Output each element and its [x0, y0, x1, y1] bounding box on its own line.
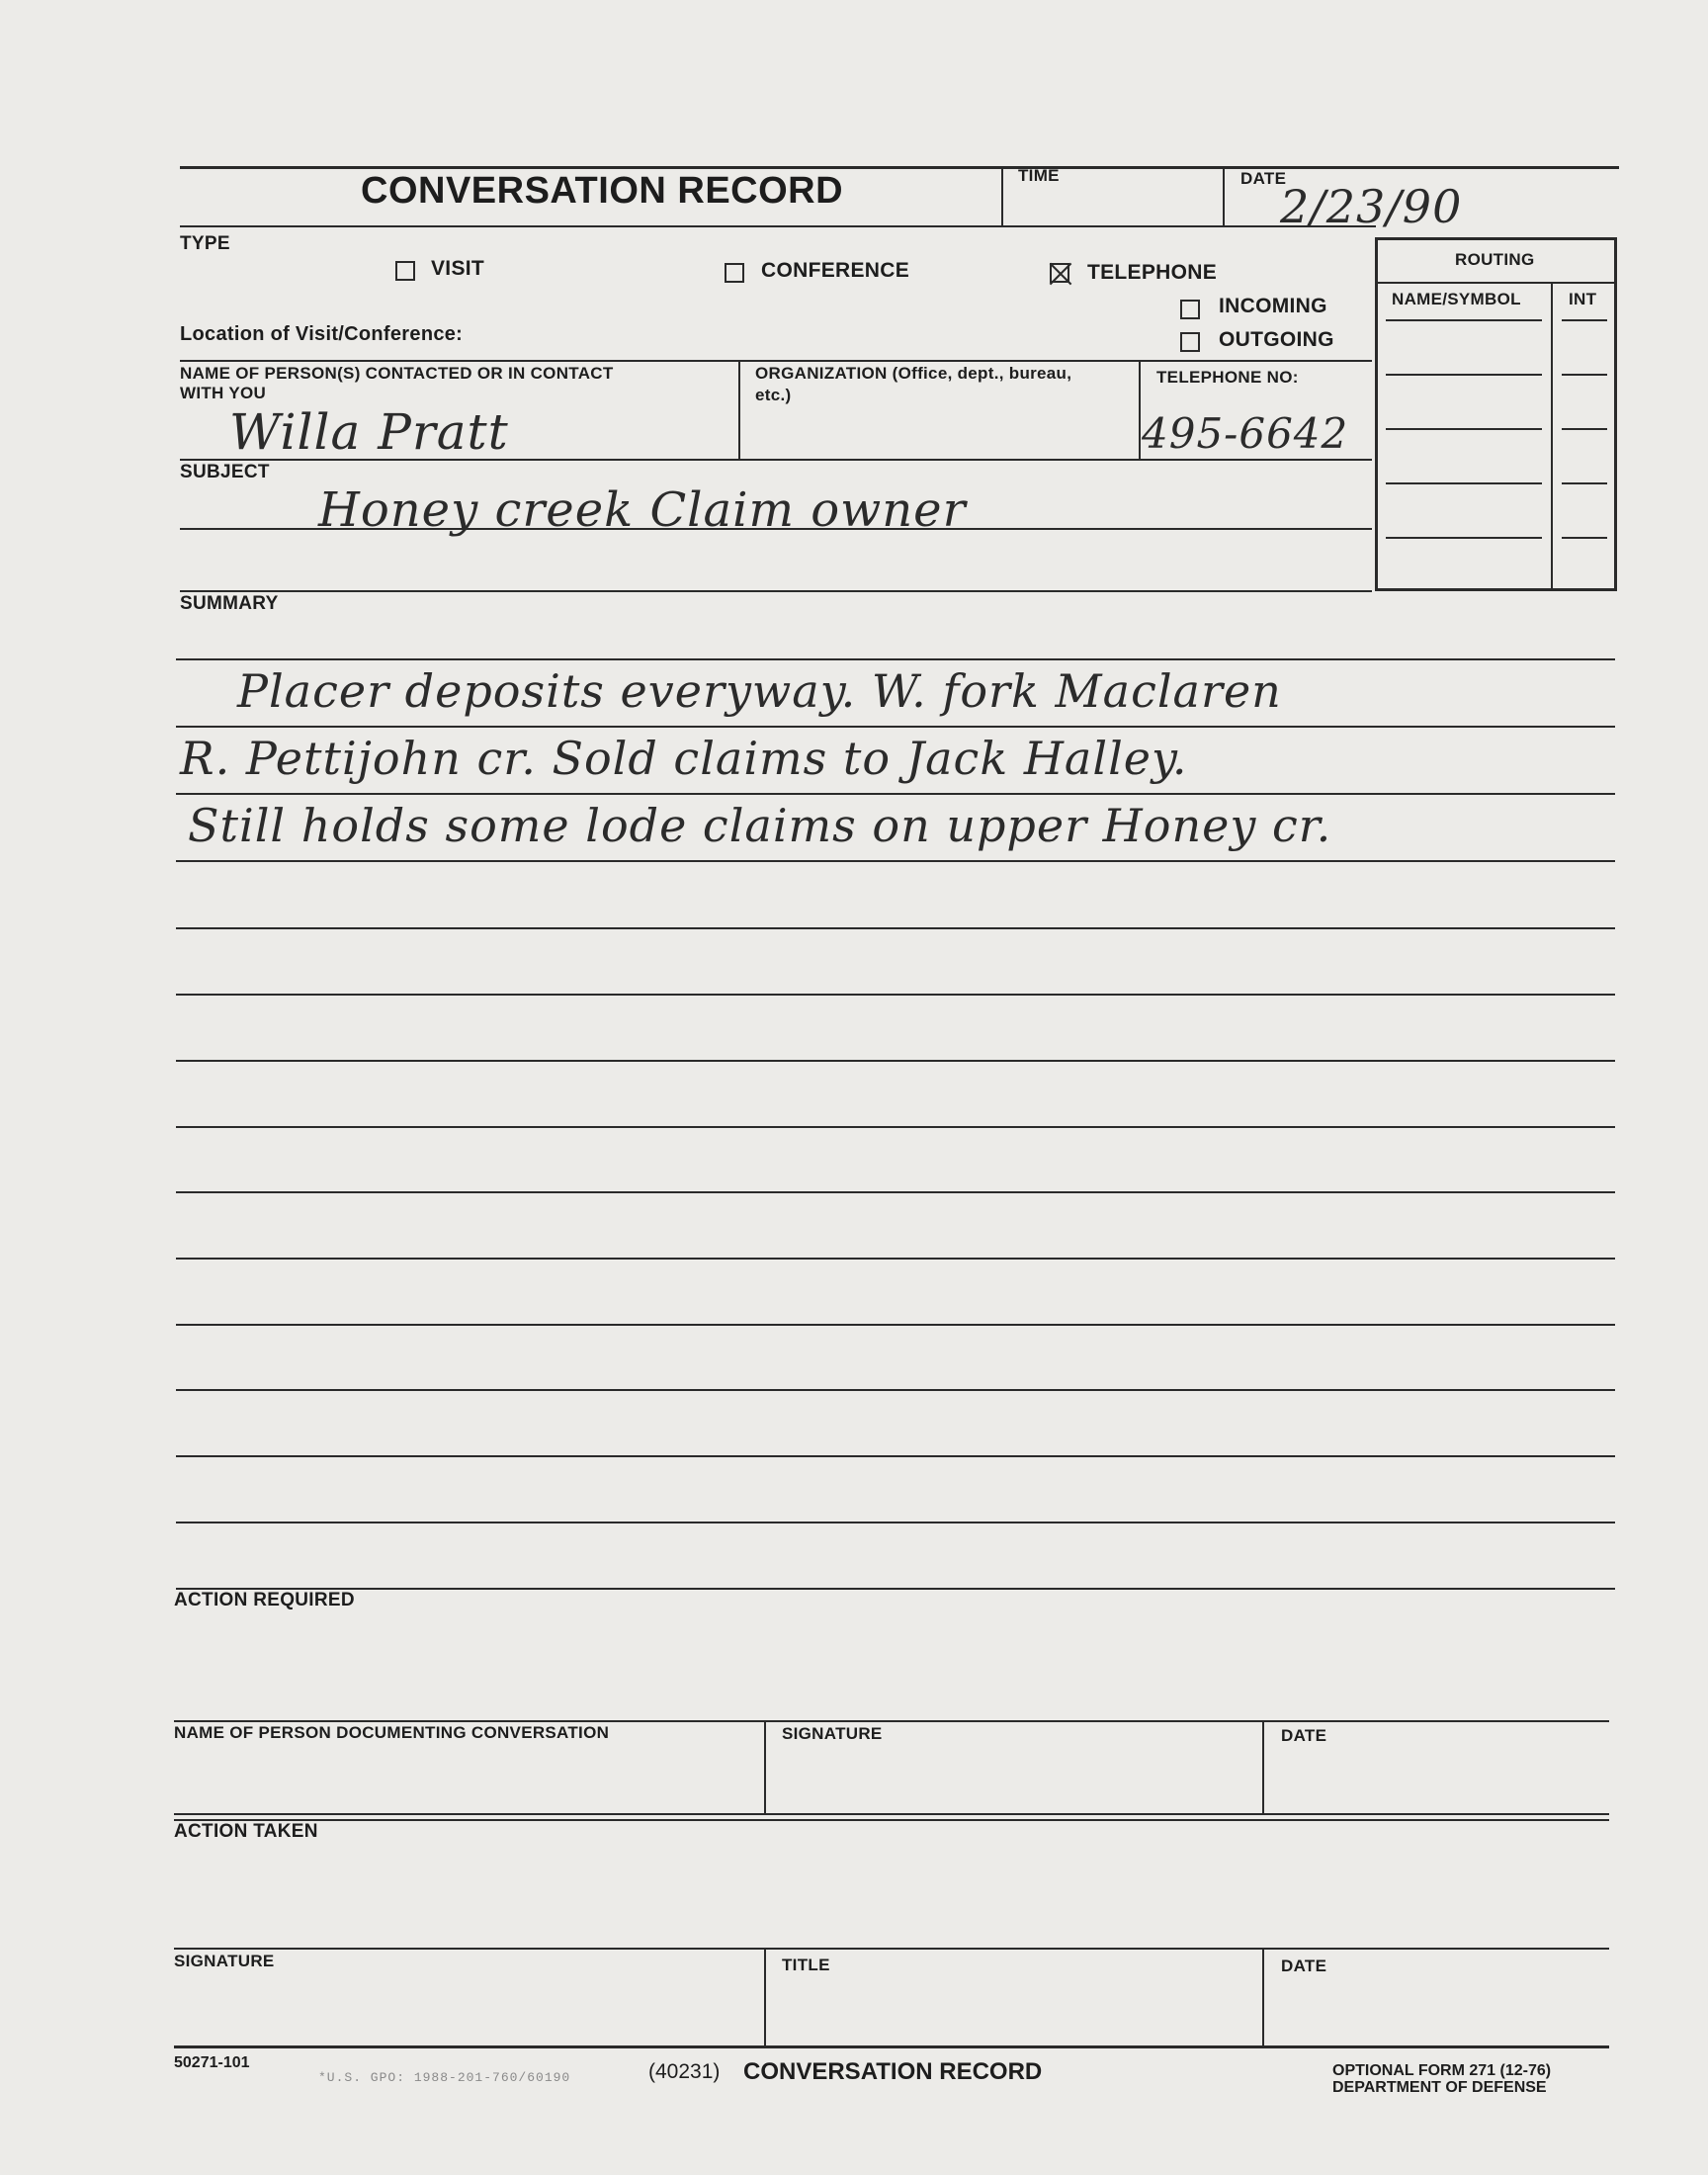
time-label: TIME	[1018, 166, 1060, 185]
summary-rule	[176, 1389, 1615, 1391]
action-required-rule	[174, 1720, 1609, 1722]
doc-date-label: DATE	[1281, 1726, 1327, 1745]
summary-rule	[176, 658, 1615, 660]
form-code: (40231)	[648, 2060, 721, 2083]
subject-rule-2	[180, 590, 1372, 592]
contact-rule	[180, 459, 1372, 461]
routing-col-divider	[1551, 282, 1553, 588]
routing-row-rule	[1386, 374, 1542, 376]
summary-line-3: Still holds some lode claims on upper Honey cr.	[188, 799, 1332, 852]
incoming-label: INCOMING	[1219, 295, 1327, 317]
doc-date-divider	[1262, 1720, 1264, 1815]
summary-rule	[176, 1588, 1615, 1590]
summary-rule	[176, 927, 1615, 929]
action-taken-label: ACTION TAKEN	[174, 1821, 318, 1842]
summary-line-1: Placer deposits everyway. W. fork Maclaren	[237, 664, 1282, 718]
routing-row-rule	[1386, 482, 1542, 484]
signature-label: SIGNATURE	[782, 1724, 883, 1743]
date-label: DATE	[1240, 169, 1287, 188]
organization-label: ORGANIZATION (Office, dept., bureau,	[755, 364, 1072, 383]
date-divider	[1223, 166, 1225, 225]
summary-line-2: R. Pettijohn cr. Sold claims to Jack Halley.	[180, 732, 1188, 785]
summary-label: SUMMARY	[180, 593, 279, 614]
routing-row-rule	[1562, 374, 1607, 376]
signature2-label: SIGNATURE	[174, 1952, 275, 1970]
type-label: TYPE	[180, 233, 230, 254]
summary-rule	[176, 1258, 1615, 1260]
organization-label-2: etc.)	[755, 386, 792, 404]
title-date-divider	[1262, 1948, 1264, 2046]
telephone-value: 495-6642	[1142, 409, 1349, 458]
stock-number: 50271-101	[174, 2054, 250, 2071]
telephone-type-label: TELEPHONE	[1087, 261, 1218, 284]
doc-signature-divider	[764, 1720, 766, 1815]
visit-label: VISIT	[431, 257, 485, 280]
routing-row-rule	[1562, 428, 1607, 430]
gpo-imprint: *U.S. GPO: 1988-201-760/60190	[318, 2070, 571, 2085]
routing-row-rule	[1562, 319, 1607, 321]
top-rule	[180, 166, 1619, 169]
conference-checkbox[interactable]	[725, 263, 744, 283]
incoming-checkbox[interactable]	[1180, 300, 1200, 319]
summary-rule	[176, 793, 1615, 795]
footer-form-name: CONVERSATION RECORD	[743, 2058, 1043, 2085]
summary-rule	[176, 860, 1615, 862]
documenter-label: NAME OF PERSON DOCUMENTING CONVERSATION	[174, 1723, 610, 1742]
outgoing-checkbox[interactable]	[1180, 332, 1200, 352]
subject-value: Honey creek Claim owner	[318, 482, 967, 538]
telephone-checkbox[interactable]	[1050, 263, 1069, 283]
routing-col-name: NAME/SYMBOL	[1392, 290, 1521, 308]
summary-rule	[176, 1324, 1615, 1326]
doc-rule-1	[174, 1813, 1609, 1815]
header-rule	[180, 225, 1376, 227]
action-taken-rule	[174, 1948, 1609, 1950]
summary-rule	[176, 994, 1615, 996]
routing-row-rule	[1562, 537, 1607, 539]
date-value: 2/23/90	[1280, 180, 1463, 233]
routing-row-rule	[1386, 319, 1542, 321]
bottom-rule	[174, 2045, 1609, 2048]
title-label: TITLE	[782, 1956, 830, 1974]
form-title: CONVERSATION RECORD	[361, 170, 844, 212]
org-divider	[738, 360, 740, 459]
date3-label: DATE	[1281, 1957, 1327, 1975]
routing-row-rule	[1386, 428, 1542, 430]
tel-divider	[1139, 360, 1141, 459]
routing-header-rule	[1378, 282, 1614, 284]
type-rule	[180, 360, 1372, 362]
outgoing-label: OUTGOING	[1219, 328, 1334, 351]
subject-rule-1	[180, 528, 1372, 530]
summary-rule	[176, 726, 1615, 728]
routing-header: ROUTING	[1455, 250, 1535, 269]
department: DEPARTMENT OF DEFENSE	[1332, 2079, 1547, 2096]
summary-rule	[176, 1191, 1615, 1193]
optional-form: OPTIONAL FORM 271 (12-76)	[1332, 2062, 1552, 2079]
contact-label-2: WITH YOU	[180, 384, 267, 402]
conference-label: CONFERENCE	[761, 259, 910, 282]
time-divider	[1001, 166, 1003, 225]
routing-row-rule	[1386, 537, 1542, 539]
summary-rule	[176, 1522, 1615, 1523]
location-label: Location of Visit/Conference:	[180, 323, 464, 345]
visit-checkbox[interactable]	[395, 261, 415, 281]
doc-rule-2	[174, 1819, 1609, 1821]
subject-label: SUBJECT	[180, 462, 270, 482]
action-required-label: ACTION REQUIRED	[174, 1590, 355, 1610]
summary-rule	[176, 1060, 1615, 1062]
sig-title-divider	[764, 1948, 766, 2046]
contact-label: NAME OF PERSON(S) CONTACTED OR IN CONTACT	[180, 364, 614, 383]
routing-col-int: INT	[1569, 290, 1597, 308]
summary-rule	[176, 1455, 1615, 1457]
summary-rule	[176, 1126, 1615, 1128]
contact-value: Willa Pratt	[229, 403, 509, 461]
telephone-label: TELEPHONE NO:	[1156, 368, 1299, 387]
routing-box	[1375, 237, 1617, 591]
routing-row-rule	[1562, 482, 1607, 484]
